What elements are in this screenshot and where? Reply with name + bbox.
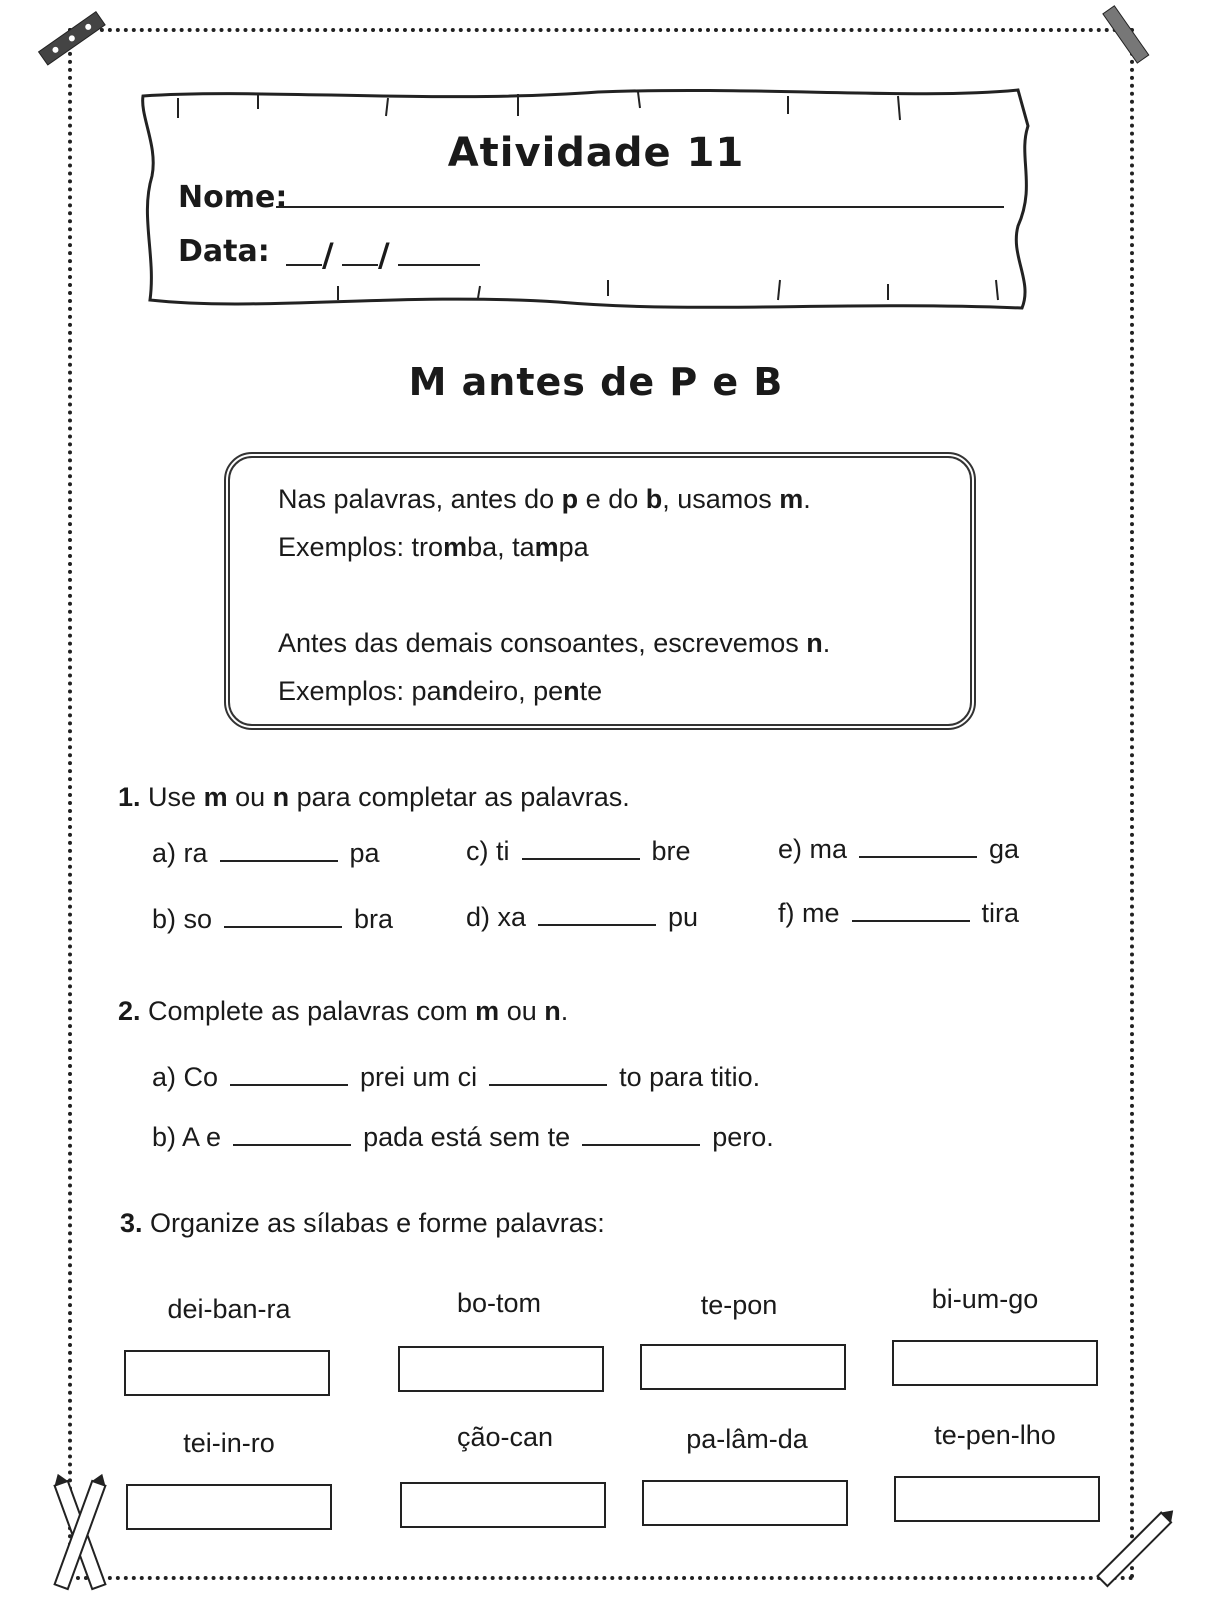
answer-box[interactable] [124, 1350, 330, 1396]
crossed-pencils-icon [40, 1470, 120, 1600]
q1-item-b: b) so bra [152, 904, 394, 934]
answer-box[interactable] [642, 1480, 848, 1526]
answer-blank[interactable] [522, 836, 640, 860]
answer-blank[interactable] [582, 1122, 700, 1146]
q1-item-e: e) ma ga [778, 834, 1020, 864]
syllable-group: bi-um-go [931, 1284, 1039, 1314]
answer-box[interactable] [640, 1344, 846, 1390]
answer-blank[interactable] [538, 902, 656, 926]
answer-blank[interactable] [852, 898, 970, 922]
date-year-field[interactable] [398, 264, 480, 266]
date-separator: / [378, 236, 390, 274]
syllable-group: dei-ban-ra [167, 1294, 291, 1324]
syllable-group: pa-lâm-da [686, 1424, 808, 1454]
rule-line-3: Antes das demais consoantes, escrevemos n. [278, 628, 831, 658]
answer-blank[interactable] [230, 1062, 348, 1086]
syllable-group: tei-in-ro [183, 1428, 275, 1458]
answer-blank[interactable] [224, 904, 342, 928]
question-2-title: 2. Complete as palavras com m ou n. [118, 996, 569, 1026]
pencil-decoration-icon [1090, 0, 1160, 70]
syllable-group: te-pen-lho [934, 1420, 1056, 1450]
date-label: Data: [178, 234, 270, 269]
syllable-group: ção-can [456, 1422, 554, 1452]
answer-box[interactable] [400, 1482, 606, 1528]
answer-box[interactable] [892, 1340, 1098, 1386]
q2-line-a: a) Co prei um ci to para titio. [152, 1062, 761, 1092]
date-month-field[interactable] [342, 264, 378, 266]
answer-box[interactable] [894, 1476, 1100, 1522]
q1-item-a: a) ra pa [152, 838, 380, 868]
syllable-group: te-pon [700, 1290, 778, 1320]
pencil-decoration-icon [28, 0, 118, 80]
answer-box[interactable] [398, 1346, 604, 1392]
topic-title: M antes de P e B [408, 360, 784, 404]
name-label: Nome: [178, 180, 288, 215]
syllable-group: bo-tom [456, 1288, 542, 1318]
q1-item-f: f) me tira [778, 898, 1020, 928]
activity-title: Atividade 11 [447, 130, 745, 176]
answer-blank[interactable] [220, 838, 338, 862]
date-day-field[interactable] [286, 264, 322, 266]
q1-item-c: c) ti bre [466, 836, 691, 866]
q2-line-b: b) A e pada está sem te pero. [152, 1122, 774, 1152]
date-separator: / [322, 236, 334, 274]
rule-line-4: Exemplos: pandeiro, pente [278, 676, 603, 706]
name-field[interactable] [276, 206, 1004, 208]
answer-box[interactable] [126, 1484, 332, 1530]
answer-blank[interactable] [489, 1062, 607, 1086]
answer-blank[interactable] [233, 1122, 351, 1146]
question-1-title: 1. Use m ou n para completar as palavras. [118, 782, 630, 812]
answer-blank[interactable] [859, 834, 977, 858]
rule-line-2: Exemplos: tromba, tampa [278, 532, 589, 562]
rule-line-1: Nas palavras, antes do p e do b, usamos m. [278, 484, 811, 514]
question-3-title: 3. Organize as sílabas e forme palavras: [120, 1208, 605, 1238]
q1-item-d: d) xa pu [466, 902, 699, 932]
